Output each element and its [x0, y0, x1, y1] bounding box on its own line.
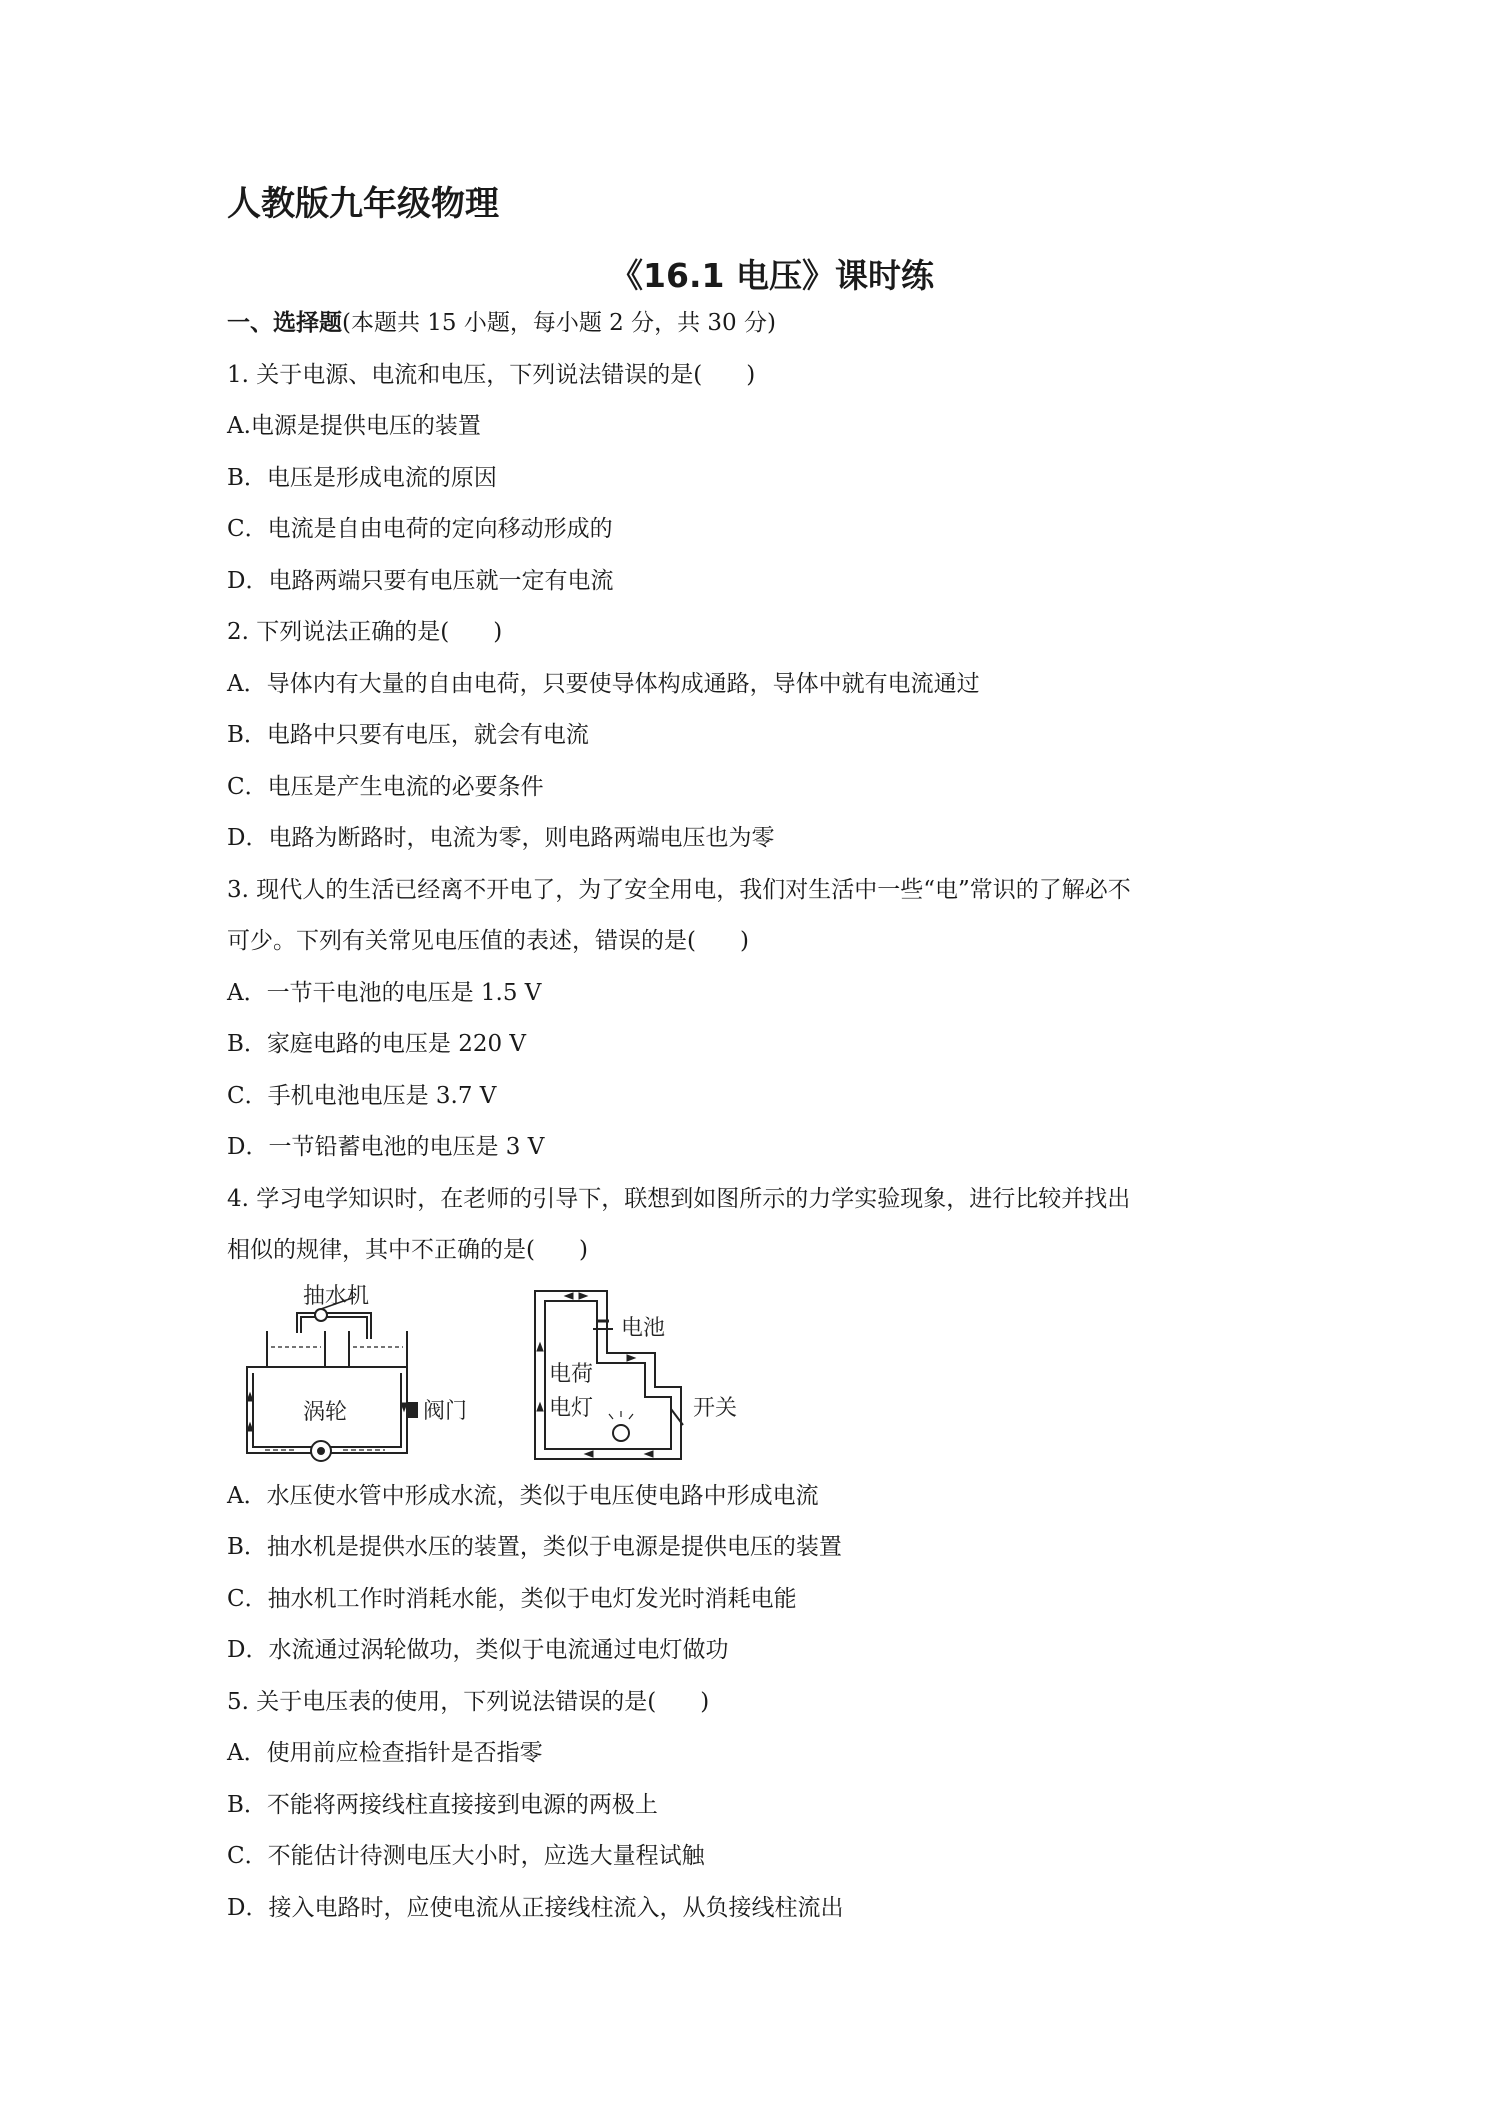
electric-circuit [535, 1291, 737, 1459]
right-water-tank [349, 1331, 407, 1367]
label-battery: 电池 [621, 1315, 666, 1341]
option-c: C．抽水机工作时消耗水能，类似于电灯发光时消耗电能 [227, 1585, 797, 1612]
analogy-figure [227, 1277, 1277, 1471]
question-2 [227, 607, 1277, 865]
question-stem: 可少。下列有关常见电压值的表述，错误的是( ) [227, 928, 749, 954]
page-title: 人教版九年级物理 [227, 184, 499, 224]
question-stem: 1. 关于电源、电流和电压，下列说法错误的是( ) [227, 361, 756, 388]
label-valve: 阀门 [423, 1398, 468, 1424]
question-stem: 5. 关于电压表的使用，下列说法错误的是( ) [227, 1688, 710, 1715]
lesson-title: 《16.1 电压》课时练 [610, 256, 934, 295]
section-note: (本题共 15 小题，每小题 2 分，共 30 分) [342, 310, 776, 336]
option-a: A．水压使水管中形成水流，类似于电压使电路中形成电流 [227, 1482, 819, 1509]
option-d: D．接入电路时，应使电流从正接线柱流入，从负接线柱流出 [227, 1894, 844, 1921]
option-d: D．一节铅蓄电池的电压是 3 V [227, 1134, 545, 1160]
label-pump: 抽水机 [303, 1283, 370, 1309]
option-b: B．电压是形成电流的原因 [227, 464, 497, 491]
option-c: C．电流是自由电荷的定向移动形成的 [227, 516, 613, 542]
question-stem-line-1: 3. 现代人的生活已经离不开电了，为了安全用电，我们对生活中一些“电”常识的了解必不 [227, 876, 1131, 903]
option-a: A．导体内有大量的自由电荷，只要使导体构成通路，导体中就有电流通过 [227, 670, 980, 697]
pump-wheel [315, 1309, 327, 1321]
label-charge: 电荷 [549, 1361, 594, 1387]
label-lamp: 电灯 [549, 1395, 594, 1421]
question-3 [227, 865, 1277, 1174]
option-b: B．家庭电路的电压是 220 V [227, 1031, 527, 1057]
question-1 [227, 350, 1277, 608]
option-b: B．不能将两接线柱直接接到电源的两极上 [227, 1791, 658, 1818]
question-5 [227, 1677, 1277, 1935]
question-4 [227, 1174, 1277, 1677]
option-a: A．一节干电池的电压是 1.5 V [227, 979, 542, 1006]
valve-icon [407, 1403, 417, 1417]
option-a: A．使用前应检查指针是否指零 [227, 1740, 543, 1766]
section-label: 一、选择题 [227, 310, 342, 336]
water-circuit [247, 1284, 467, 1461]
option-c: C．不能估计待测电压大小时，应选大量程试触 [227, 1843, 705, 1869]
section-heading [227, 298, 1277, 350]
worksheet [227, 180, 1277, 1934]
option-d: D．电路为断路时，电流为零，则电路两端电压也为零 [227, 825, 775, 851]
question-stem: 2. 下列说法正确的是( ) [227, 619, 503, 645]
water-circuit-analogy-diagram [235, 1283, 795, 1463]
option-d: D．水流通过涡轮做功，类似于电流通过电灯做功 [227, 1637, 729, 1663]
option-b: B．电路中只要有电压，就会有电流 [227, 722, 589, 748]
question-stem: 相似的规律，其中不正确的是( ) [227, 1237, 588, 1263]
question-stem-line-1: 4. 学习电学知识时，在老师的引导下，联想到如图所示的力学实验现象，进行比较并找出 [227, 1185, 1131, 1212]
option-d: D．电路两端只要有电压就一定有电流 [227, 567, 614, 594]
option-b: B．抽水机是提供水压的装置，类似于电源是提供电压的装置 [227, 1534, 842, 1560]
option-c: C．手机电池电压是 3.7 V [227, 1082, 497, 1109]
option-a: A.电源是提供电压的装置 [227, 413, 481, 439]
option-c: C．电压是产生电流的必要条件 [227, 773, 544, 800]
label-turbine: 涡轮 [303, 1399, 348, 1425]
lamp-icon [613, 1425, 629, 1441]
label-switch: 开关 [693, 1395, 738, 1421]
left-water-tank [267, 1331, 325, 1367]
